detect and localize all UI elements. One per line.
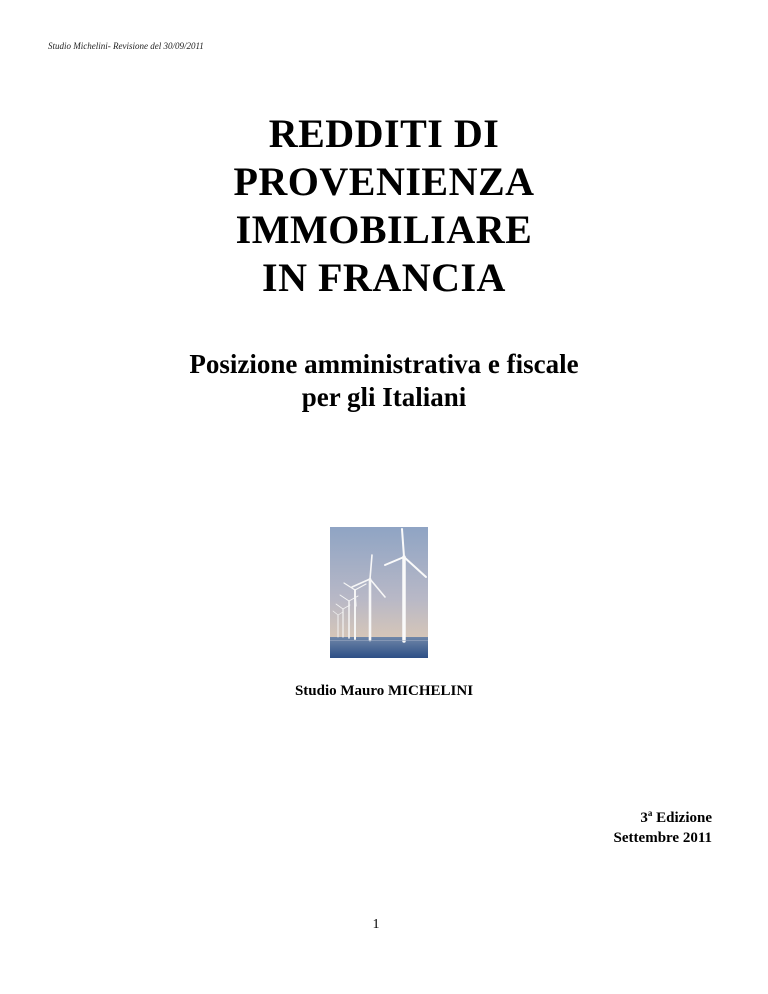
- title-line: REDDITI DI: [268, 111, 500, 156]
- edition-line: [614, 808, 712, 828]
- page-number: 1: [372, 917, 380, 932]
- author-name: Studio Mauro MICHELINI: [294, 683, 474, 699]
- title-line: IN FRANCIA: [262, 255, 506, 300]
- edition-number: 3: [640, 810, 648, 826]
- edition-ordinal: a: [647, 808, 653, 818]
- subtitle-line: Posizione amministrativa e fiscale: [189, 349, 579, 379]
- edition-date: Settembre 2011: [613, 830, 712, 846]
- document-subtitle: [0, 348, 768, 414]
- edition-label: Edizione: [656, 810, 712, 826]
- wind-turbines-illustration: [330, 527, 428, 658]
- subtitle-line: per gli Italiani: [301, 382, 467, 412]
- cover-photo-wind-turbines: [330, 527, 428, 658]
- title-line: PROVENIENZA: [233, 159, 535, 204]
- title-line: IMMOBILIARE: [235, 207, 533, 252]
- document-title: [0, 110, 768, 302]
- edition-block: [614, 808, 712, 848]
- running-header: Studio Michelini- Revisione del 30/09/2011: [48, 41, 204, 51]
